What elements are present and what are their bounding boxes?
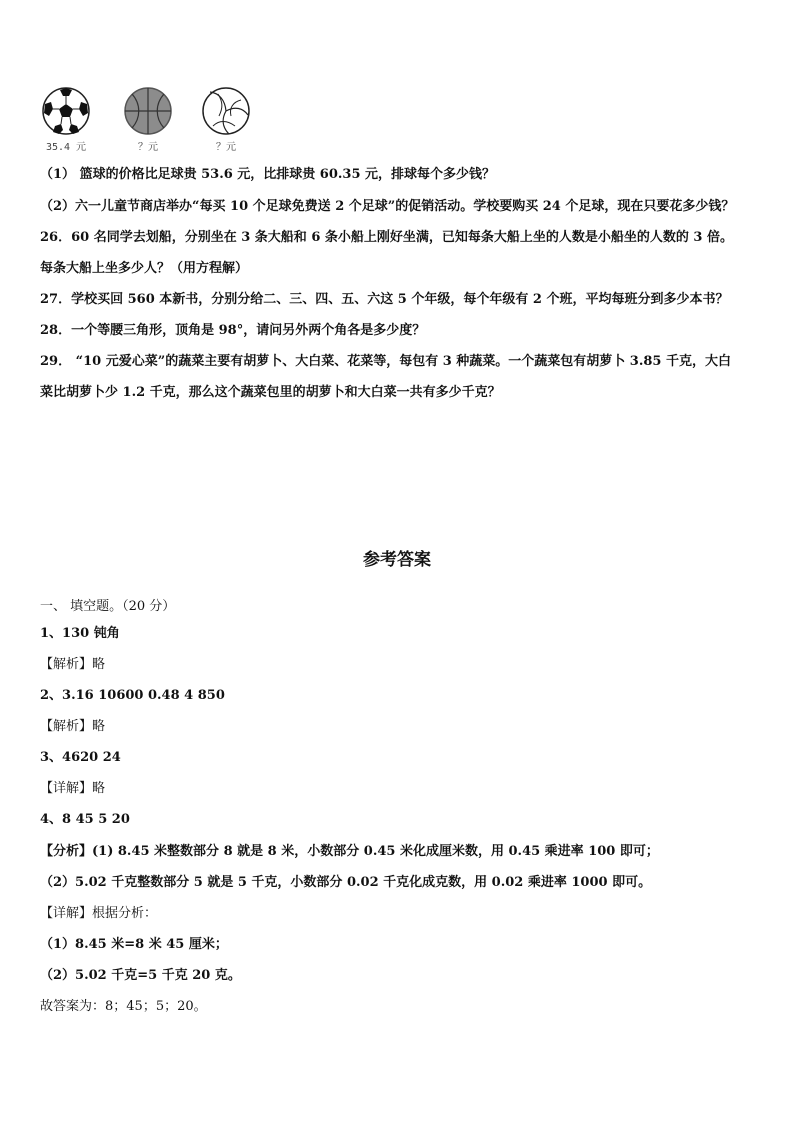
answer-4-analysis-1: 【分析】(1) 8.45 米整数部分 8 就是 8 米，小数部分 0.45 米化成厘米数，用 0.45 乘进率 100 即可； (40, 844, 659, 859)
question-29-line-1: 29． “10 元爱心菜”的蔬菜主要有胡萝卜、大白菜、花菜等，每包有 3 种蔬菜。一个蔬菜包有胡萝卜 3.85 千克，大白 (40, 354, 732, 369)
answer-2-note: 【解析】略 (40, 719, 106, 734)
question-26-line-1: 26．60 名同学去划船，分别坐在 3 条大船和 6 条小船上刚好坐满，已知每条大船上坐的人数是小船坐的人数的 3 倍。 (40, 230, 733, 245)
answer-1-note: 【解析】略 (40, 657, 106, 672)
answer-2: 2、3.16 10600 0.48 4 850 (40, 688, 225, 703)
basketball-figure (118, 86, 178, 153)
answers-section-heading: 一、 填空题。（20 分） (40, 599, 176, 614)
answer-4-step-2: （2）5.02 千克=5 千克 20 克。 (40, 968, 241, 983)
volleyball-icon (201, 86, 251, 136)
answer-4-detail: 【详解】根据分析： (40, 906, 158, 921)
volleyball-figure (196, 86, 256, 153)
basketball-price: ？元 (138, 142, 158, 153)
answer-4: 4、8 45 5 20 (40, 812, 130, 827)
soccer-ball-icon (41, 86, 91, 136)
answer-1: 1、130 钝角 (40, 626, 120, 641)
basketball-icon (123, 86, 173, 136)
question-29-line-2: 菜比胡萝卜少 1.2 千克，那么这个蔬菜包里的胡萝卜和大白菜一共有多少千克？ (40, 385, 501, 400)
answers-title: 参考答案 (363, 550, 431, 570)
question-26-line-2: 每条大船上坐多少人？（用方程解） (40, 261, 249, 276)
soccer-ball-figure (36, 86, 96, 153)
answer-3-note: 【详解】略 (40, 781, 106, 796)
answer-4-final: 故答案为：8；45；5；20。 (40, 999, 207, 1014)
soccer-price: 35.4 元 (45, 142, 87, 153)
question-25-part-1: （1） 篮球的价格比足球贵 53.6 元，比排球贵 60.35 元，排球每个多少钱？ (40, 167, 496, 182)
answer-4-analysis-2: （2）5.02 千克整数部分 5 就是 5 千克，小数部分 0.02 千克化成克数，用 0.02 乘进率 1000 即可。 (40, 875, 652, 890)
answer-4-step-1: （1）8.45 米=8 米 45 厘米； (40, 937, 228, 952)
answer-3: 3、4620 24 (40, 750, 121, 765)
volleyball-price: ？元 (216, 142, 236, 153)
question-27: 27．学校买回 560 本新书，分别分给二、三、四、五、六这 5 个年级，每个年级有 2 个班，平均每班分到多少本书？ (40, 292, 729, 307)
question-28: 28．一个等腰三角形，顶角是 98°，请问另外两个角各是多少度？ (40, 323, 426, 338)
question-25-part-2: （2）六一儿童节商店举办“每买 10 个足球免费送 2 个足球”的促销活动。学校要购买 24 个足球，现在只要花多少钱？ (40, 199, 735, 214)
